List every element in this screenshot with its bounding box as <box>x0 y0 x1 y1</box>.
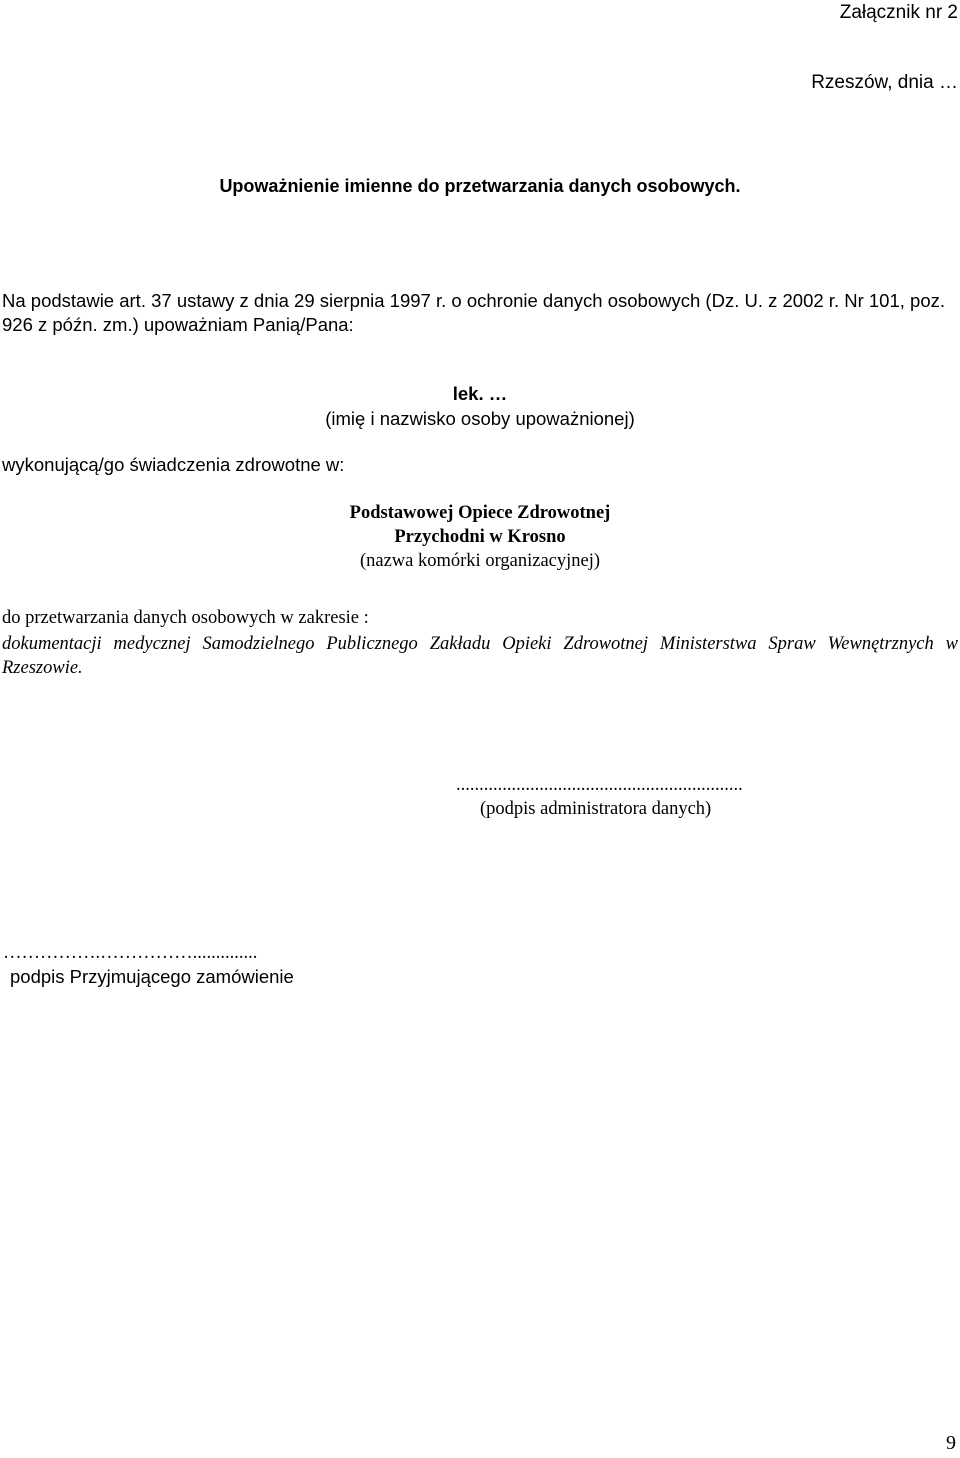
annex-label: Załącznik nr 2 <box>839 2 958 23</box>
page-number: 9 <box>946 1432 956 1454</box>
scope-text: dokumentacji medycznej Samodzielnego Publicznego Zakładu Opieki Zdrowotnej Ministerstwa Spraw Wewnętrznych w Rzeszowie. <box>2 634 958 678</box>
admin-signature-line: .............................................................. <box>456 775 743 795</box>
admin-signature-caption: (podpis administratora danych) <box>480 799 712 819</box>
organizational-unit-line-1: Podstawowej Opiece Zdrowotnej <box>349 503 611 523</box>
legal-basis-paragraph: Na podstawie art. 37 ustawy z dnia 29 sierpnia 1997 r. o ochronie danych osobowych (Dz. U. z 2002 r. Nr 101, poz. 926 z późn. zm.) upoważniam Panią/Pana: <box>2 290 945 335</box>
authorized-person-caption: (imię i nazwisko osoby upoważnionej) <box>325 408 635 429</box>
performing-services-label: wykonującą/go świadczenia zdrowotne w: <box>2 454 345 475</box>
scope-intro: do przetwarzania danych osobowych w zakresie : <box>2 608 369 628</box>
authorized-person-name: lek. … <box>452 383 508 404</box>
organizational-unit-line-2: Przychodni w Krosno <box>394 527 566 547</box>
receiver-signature-line: …………….…………….............. <box>3 943 258 963</box>
document-title: Upoważnienie imienne do przetwarzania danych osobowych. <box>219 176 741 196</box>
organizational-unit-caption: (nazwa komórki organizacyjnej) <box>359 551 601 571</box>
city-date: Rzeszów, dnia … <box>811 72 958 93</box>
receiver-signature-caption: podpis Przyjmującego zamówienie <box>10 966 294 987</box>
